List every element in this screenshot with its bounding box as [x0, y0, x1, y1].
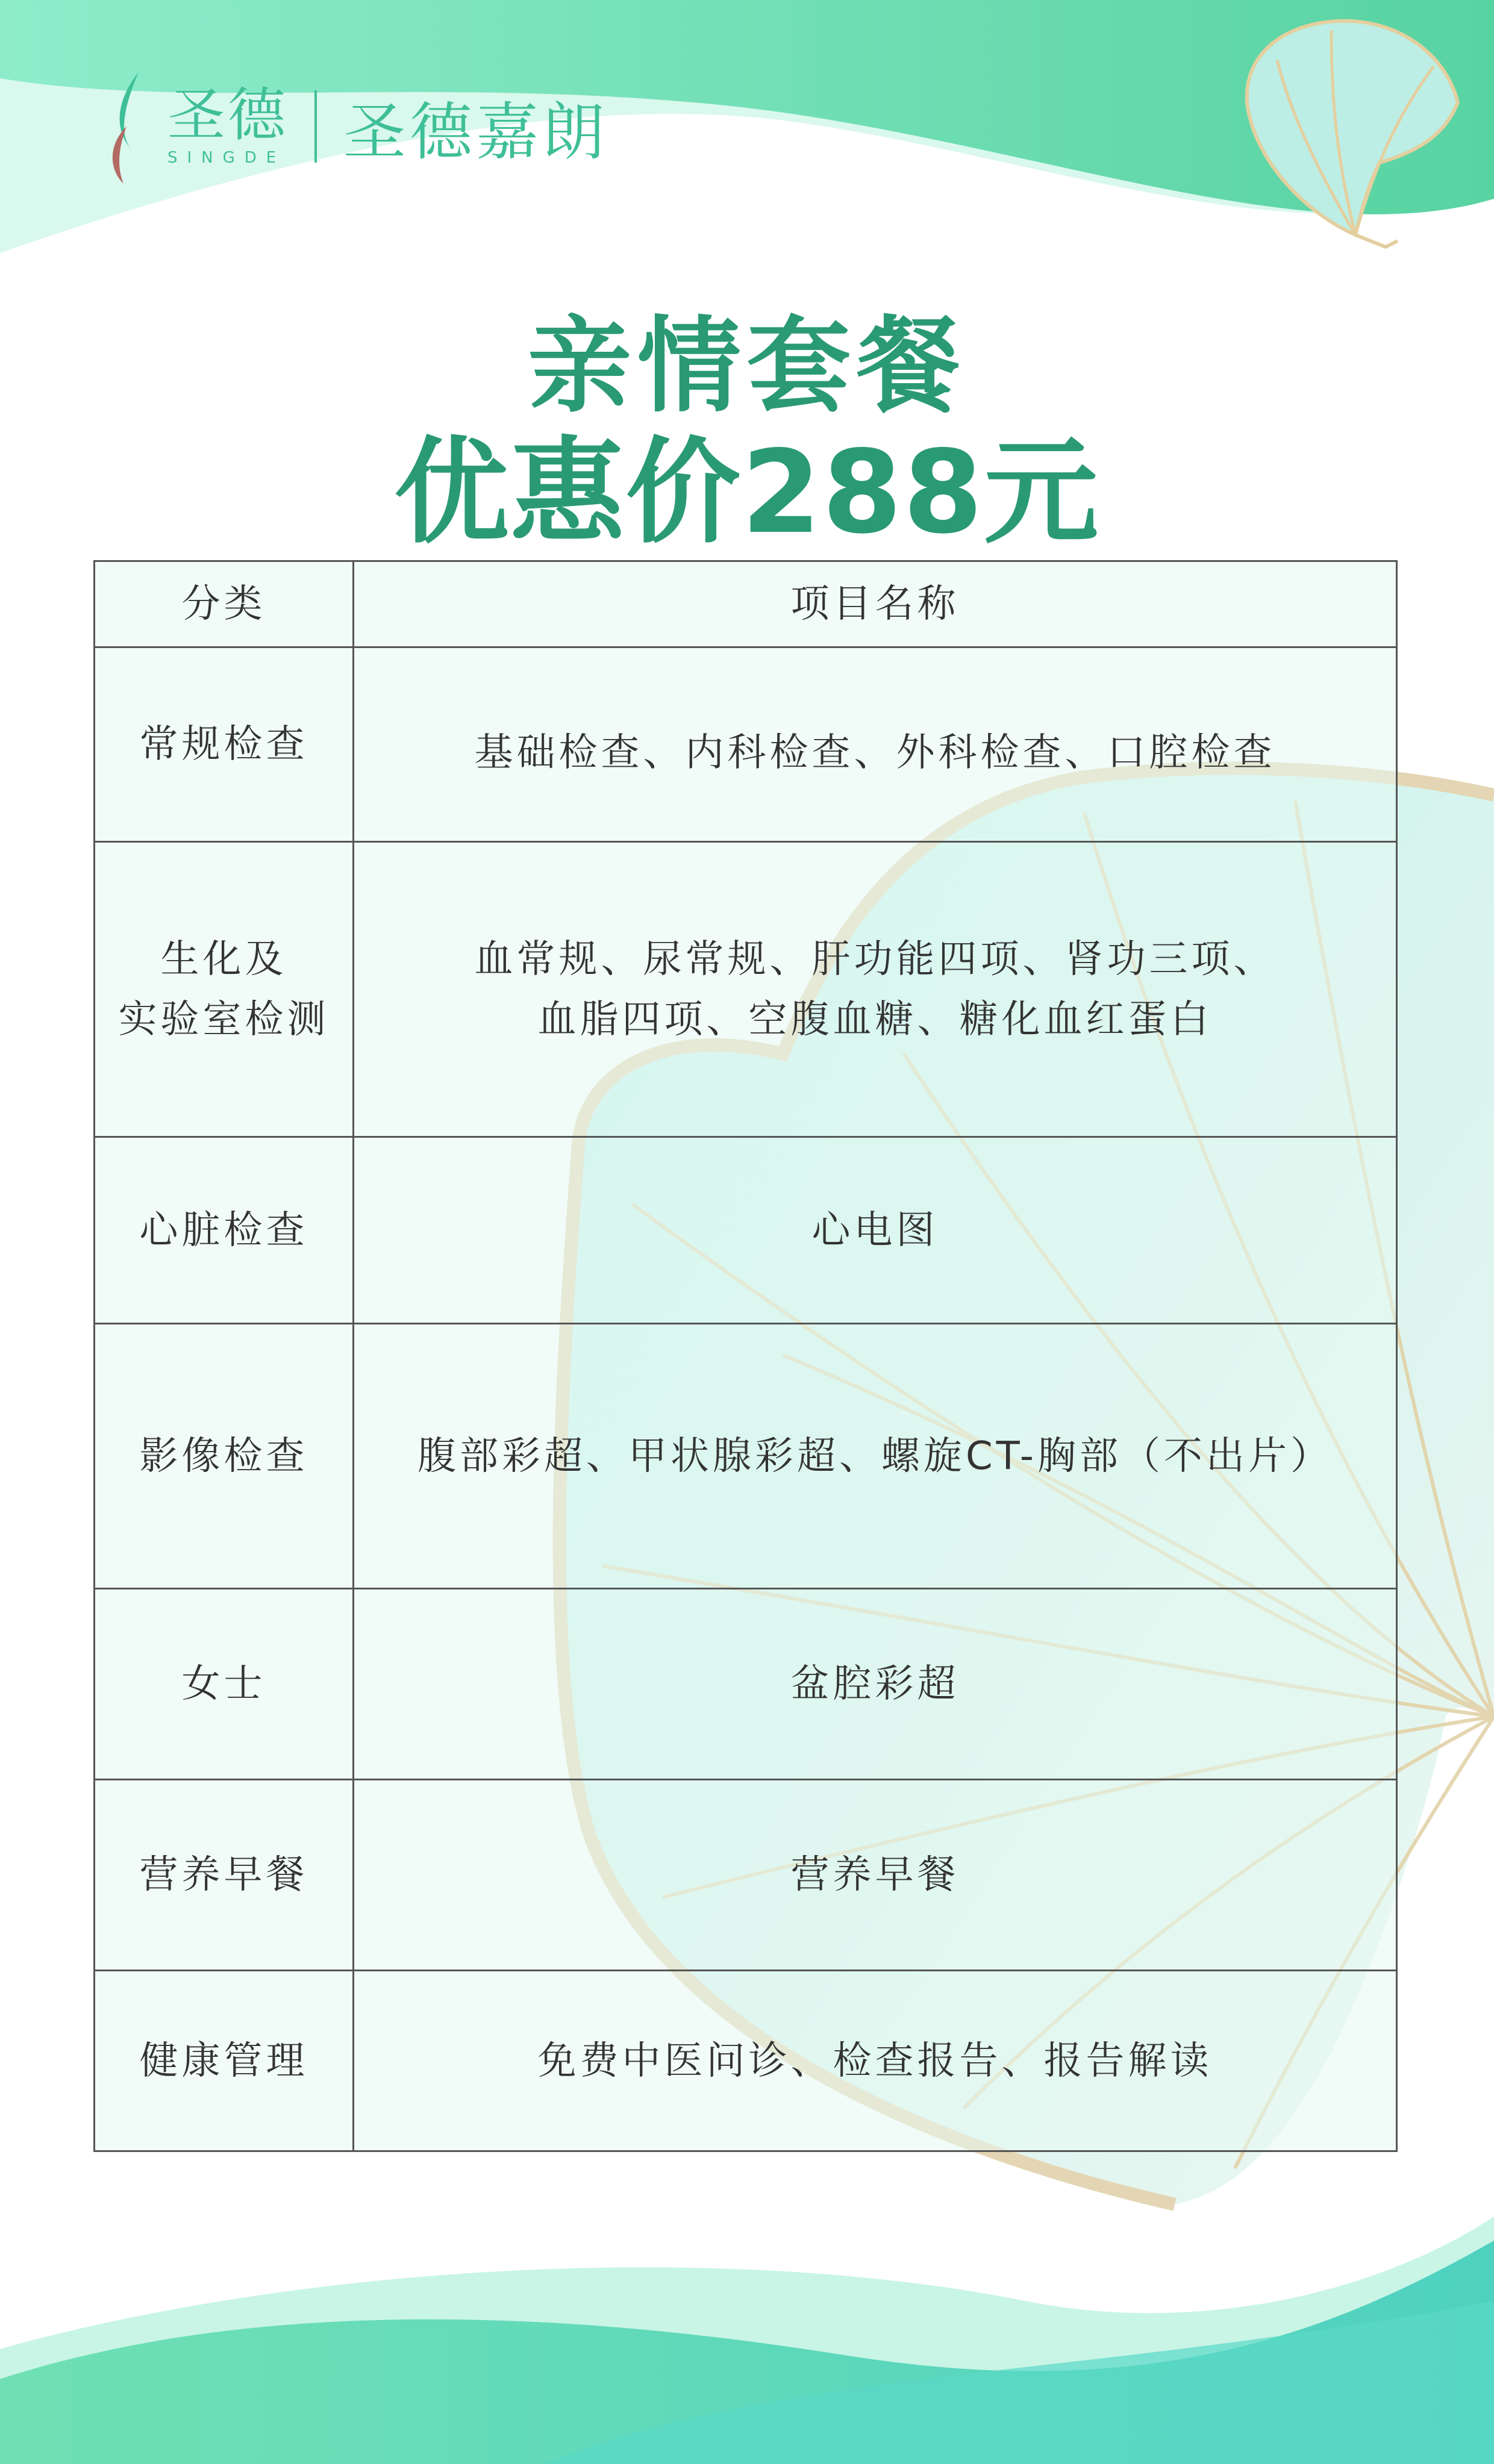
logo-text: 圣德: [167, 81, 288, 149]
row-items: 心电图: [354, 1137, 1397, 1324]
row-category: 影像检查: [95, 1324, 354, 1589]
row-category: 健康管理: [95, 1971, 354, 2151]
row-items: 血常规、尿常规、肝功能四项、肾功三项、 血脂四项、空腹血糖、糖化血红蛋白: [354, 842, 1397, 1137]
table-header-row: [95, 561, 1397, 647]
logo-wordmark: [167, 81, 288, 167]
header-items: 项目名称: [354, 561, 1397, 647]
ginkgo-leaf-small: [1247, 21, 1458, 247]
header-category: 分类: [95, 561, 354, 647]
brand-logo: [102, 66, 608, 187]
logo-divider: [314, 90, 317, 163]
row-items: 腹部彩超、甲状腺彩超、螺旋CT-胸部（不出片）: [354, 1324, 1397, 1589]
row-category: 营养早餐: [95, 1780, 354, 1971]
brand-name: 圣德嘉朗: [343, 95, 609, 169]
table-row: [95, 1137, 1397, 1324]
table-row: [95, 1324, 1397, 1589]
table-row: [95, 842, 1397, 1137]
row-category: 女士: [95, 1589, 354, 1780]
table-row: [95, 1780, 1397, 1971]
logo-flame-icon: [102, 66, 157, 187]
table-row: [95, 1589, 1397, 1780]
logo-subtext: SINGDE: [167, 149, 286, 167]
row-items: 盆腔彩超: [354, 1589, 1397, 1780]
row-items: 免费中医问诊、检查报告、报告解读: [354, 1971, 1397, 2151]
row-category: 常规检查: [95, 647, 354, 842]
row-category: 心脏检查: [95, 1137, 354, 1324]
row-items: 基础检查、内科检查、外科检查、口腔检查: [354, 647, 1397, 842]
row-category: 生化及 实验室检测: [95, 842, 354, 1137]
table-row: [95, 1971, 1397, 2151]
package-table: [93, 560, 1398, 2152]
package-price: 优惠价288元: [394, 426, 1100, 559]
table-row: [95, 647, 1397, 842]
row-items: 营养早餐: [354, 1780, 1397, 1971]
package-title: 亲情套餐: [528, 305, 966, 426]
